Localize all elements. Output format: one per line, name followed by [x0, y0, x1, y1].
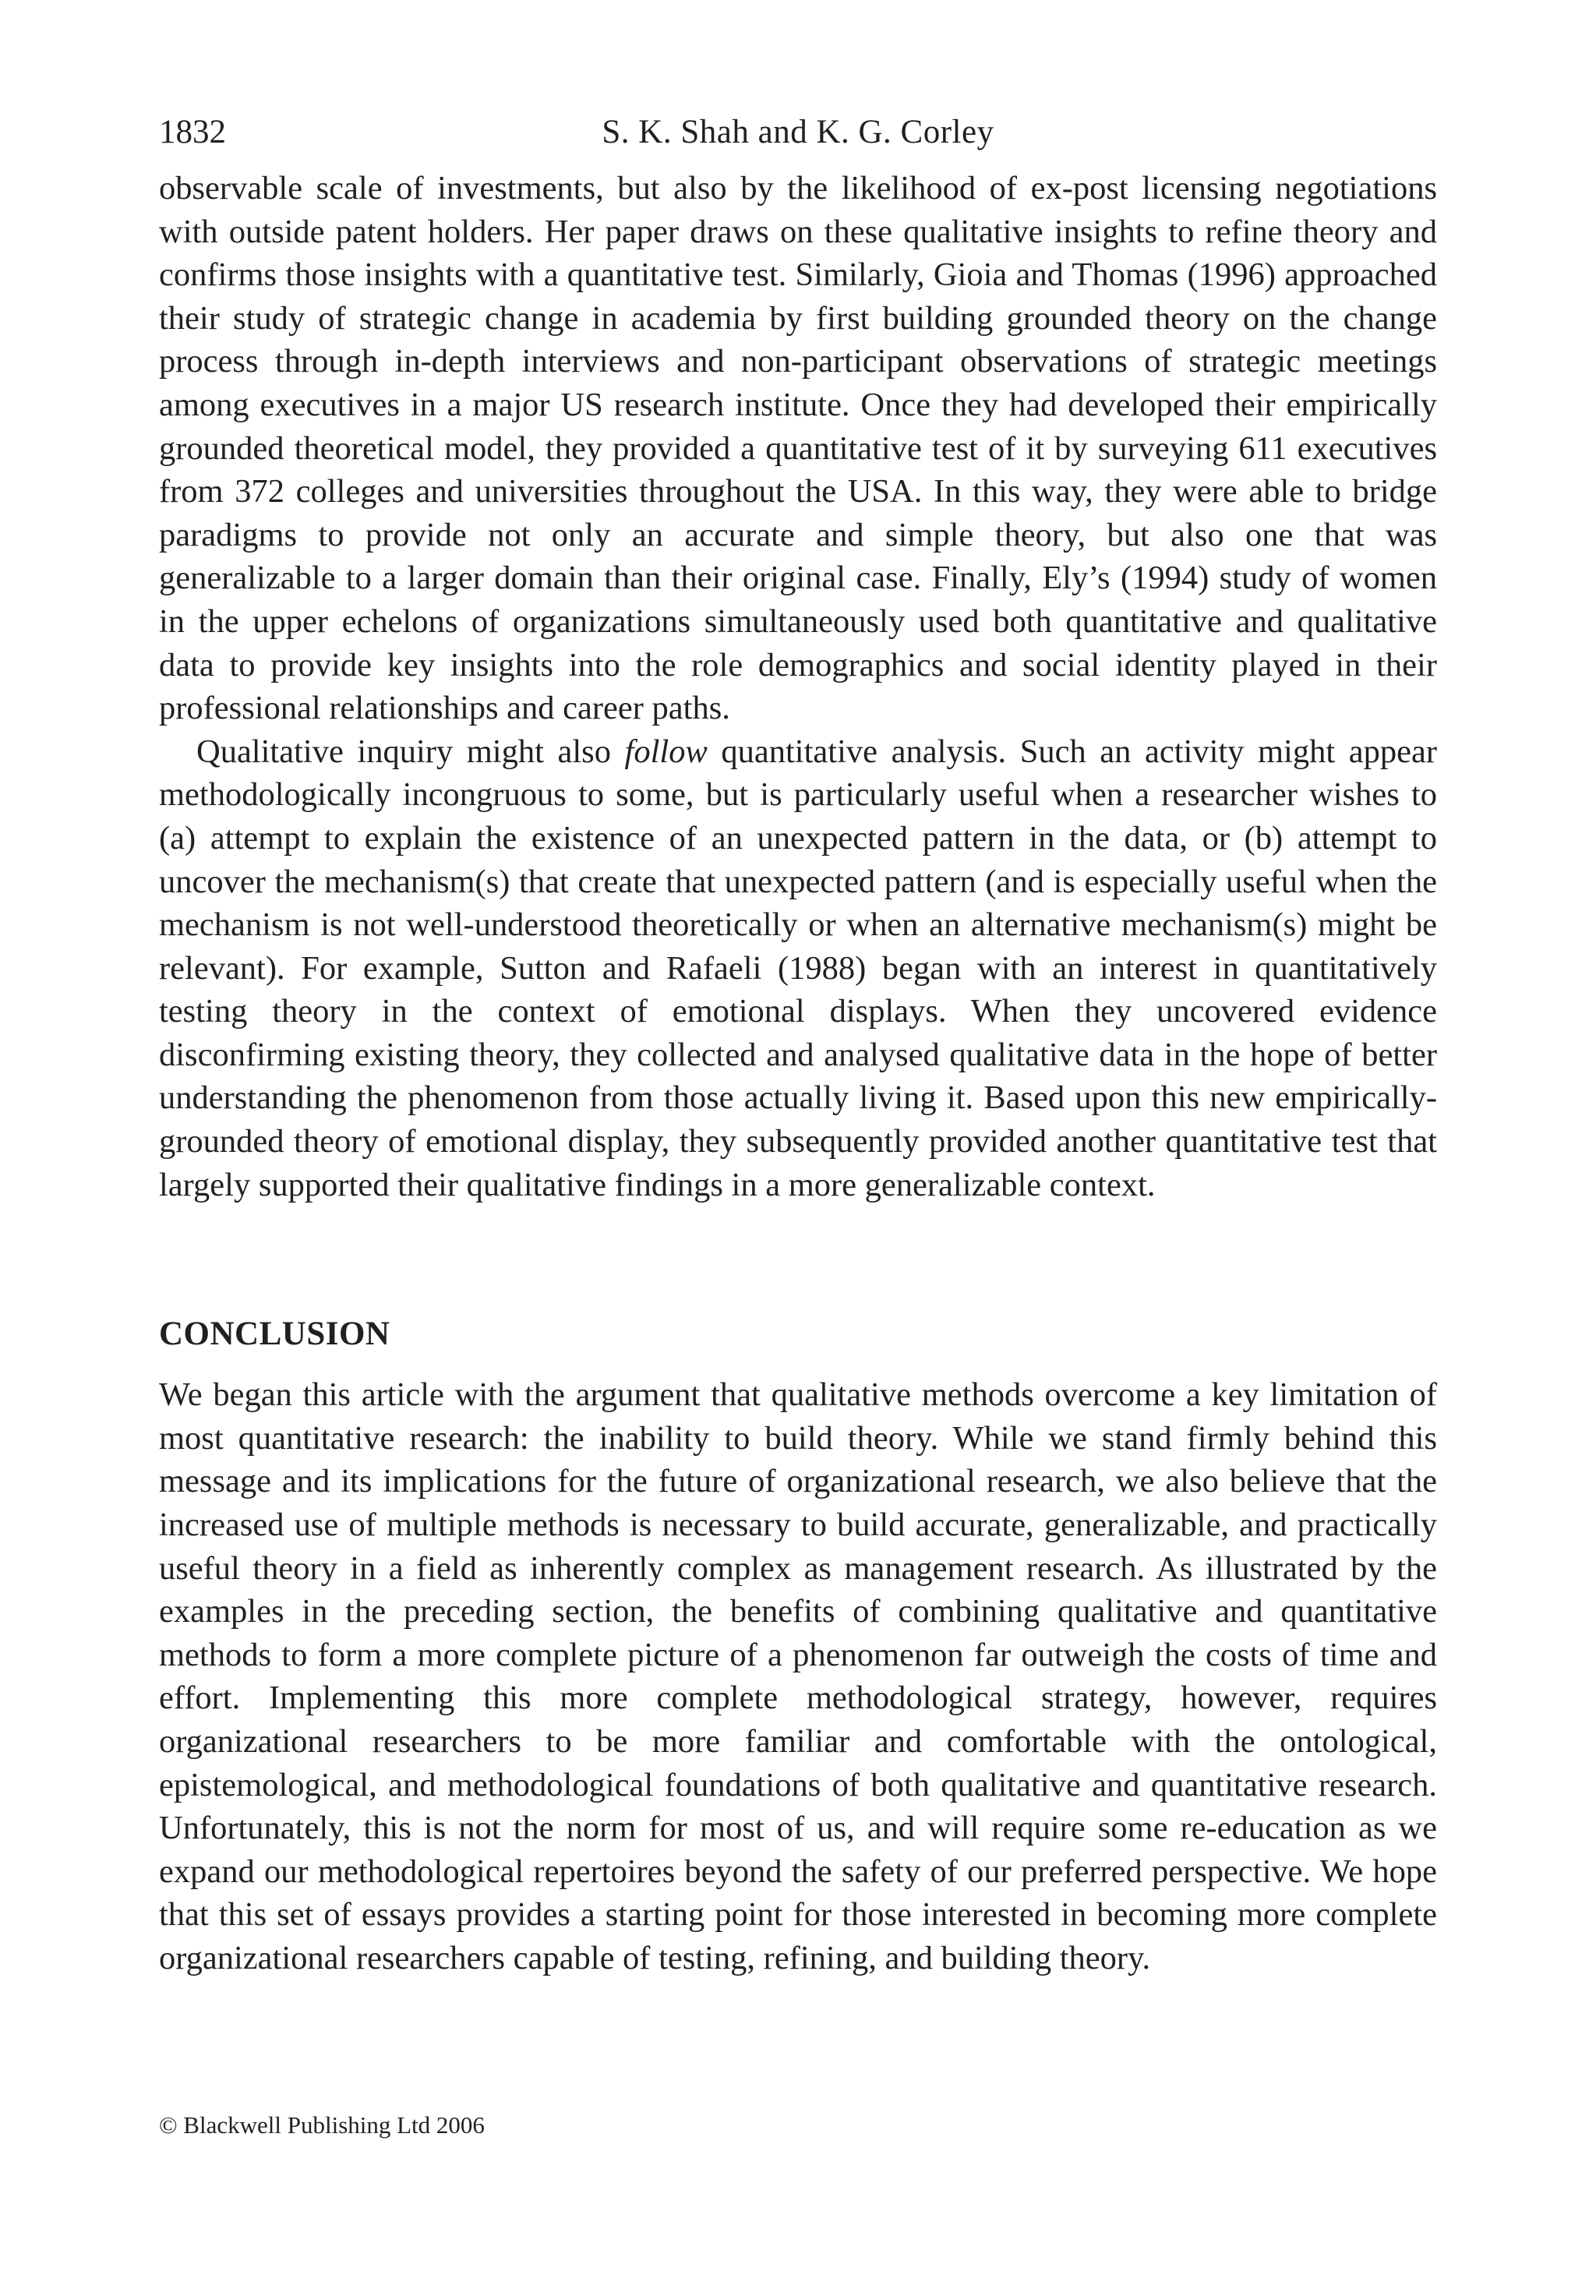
body-text	[159, 167, 1437, 1206]
paragraph-text: quantitative analysis. Such an activity might appear methodologically incongruous to some, but is particularly useful when a researcher wishes to (a) attempt to explain the existence of an unexpected pattern in the data, or (b) attempt to uncover the mechanism(s) that create that unexpected pattern (and is especially useful when the mechanism is not well-understood theoretically or when an alternative mechanism(s) might be relevant). For example, Sutton and Rafaeli (1988) began with an interest in quantitatively testing theory in the context of emotional displays. When they uncovered evidence disconfirming existing theory, they collected and analysed qualitative data in the hope of better understanding the phenomenon from those actually living it. Based upon this new empirically-grounded theory of emotional display, they subsequently provided another quantitative test that largely supported their qualitative findings in a more generalizable context.	[159, 733, 1437, 1203]
emphasis-text: follow	[624, 733, 708, 770]
page-number: 1832	[159, 114, 226, 150]
paragraph-text: Qualitative inquiry might also	[196, 733, 625, 770]
copyright-notice: © Blackwell Publishing Ltd 2006	[159, 2111, 485, 2139]
body-paragraph: We began this article with the argument that qualitative methods overcome a key limitation of most quantitative research: the inability to build theory. While we stand firmly behind this message and its implications for the future of organizational research, we also believe that the increased use of multiple methods is necessary to build accurate, generalizable, and practically useful theory in a field as inherently complex as management research. As illustrated by the examples in the preceding section, the benefits of combining qualitative and quantitative methods to form a more complete picture of a phenomenon far outweigh the costs of time and effort. Implementing this more complete methodological strategy, however, requires organizational researchers to be more familiar and comfortable with the ontological, epistemological, and methodological foundations of both qualitative and quantitative research. Unfortunately, this is not the norm for most of us, and will require some re-education as we expand our methodological repertoires beyond the safety of our preferred perspective. We hope that this set of essays provides a starting point for those interested in becoming more complete organizational researchers capable of testing, refining, and building theory.	[159, 1376, 1437, 1976]
running-head-authors: S. K. Shah and K. G. Corley	[602, 114, 994, 150]
conclusion-text	[159, 1373, 1437, 1980]
section-heading: CONCLUSION	[159, 1316, 390, 1353]
running-head	[159, 109, 1437, 156]
journal-page	[159, 109, 1437, 1980]
body-paragraph	[159, 730, 1437, 1207]
body-paragraph: observable scale of investments, but also by the likelihood of ex-post licensing negotiations with outside patent holders. Her paper draws on these qualitative insights to refine theory and confirms those insights with a quantitative test. Similarly, Gioia and Thomas (1996) approached their study of strategic change in academia by first building grounded theory on the change process through in-depth interviews and non-participant observations of strategic meetings among executives in a major US research institute. Once they had developed their empirically grounded theoretical model, they provided a quantitative test of it by surveying 611 executives from 372 colleges and universities throughout the USA. In this way, they were able to bridge paradigms to provide not only an accurate and simple theory, but also one that was generalizable to a larger domain than their original case. Finally, Ely’s (1994) study of women in the upper echelons of organizations simultaneously used both quantitative and qualitative data to provide key insights into the role demographics and social identity played in their professional relationships and career paths.	[159, 170, 1437, 727]
